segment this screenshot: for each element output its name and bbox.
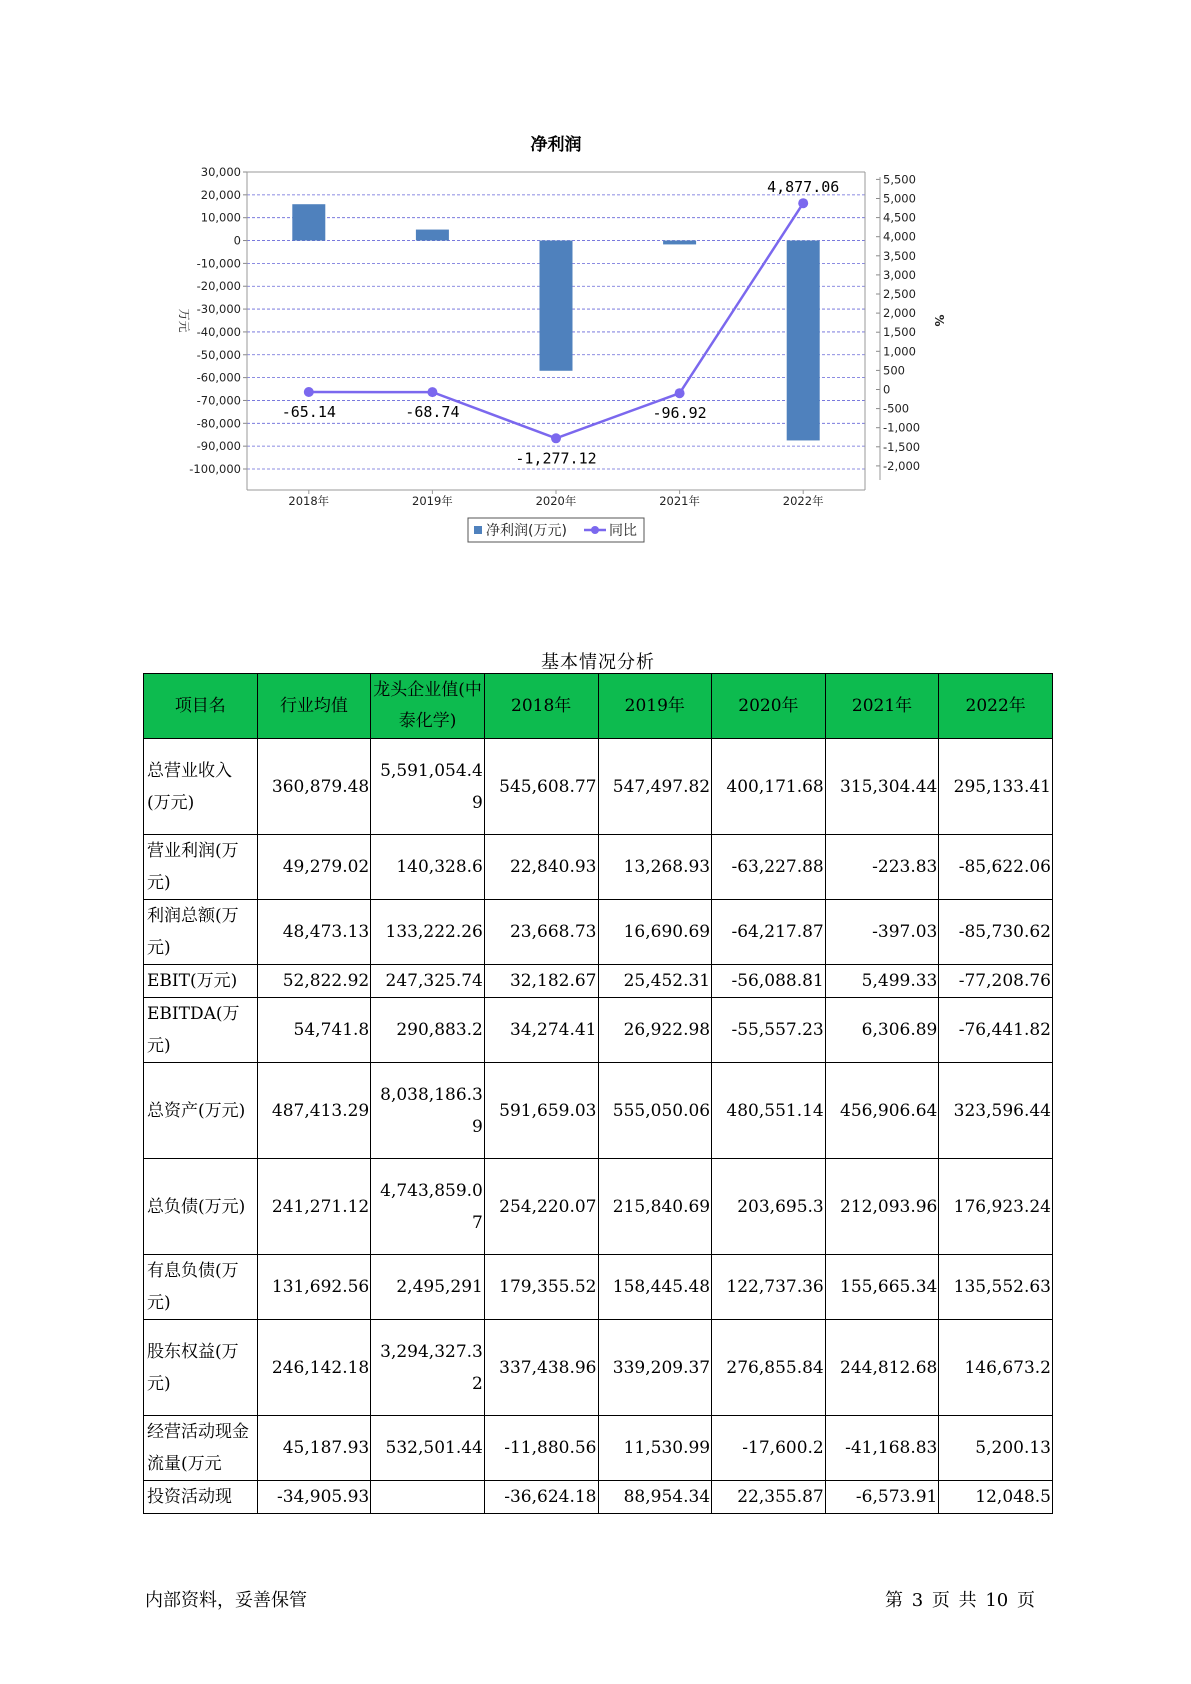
table-cell: 360,879.48 <box>257 739 371 835</box>
table-cell: 5,499.33 <box>825 965 939 998</box>
y2-tick-label: 1,000 <box>883 344 916 359</box>
table-cell: -55,557.23 <box>712 998 826 1063</box>
table-cell: -63,227.88 <box>712 835 826 900</box>
y-tick-label: 30,000 <box>200 165 241 179</box>
header-cell: 2021年 <box>825 674 939 739</box>
yoy-point <box>798 198 808 208</box>
y2-tick-label: 2,500 <box>883 287 916 301</box>
table-cell: 135,552.63 <box>939 1255 1053 1320</box>
table-cell: 339,209.37 <box>598 1320 712 1416</box>
row-label: 总资产(万元) <box>144 1063 258 1159</box>
table-row <box>144 835 1053 900</box>
table-cell: 45,187.93 <box>257 1416 371 1481</box>
table-cell: -397.03 <box>825 900 939 965</box>
y-tick-label: 10,000 <box>200 210 241 225</box>
y-tick-label: -60,000 <box>196 370 241 385</box>
row-label: 股东权益(万元) <box>144 1320 258 1416</box>
table-cell: 48,473.13 <box>257 900 371 965</box>
footer-confidential-note: 内部资料，妥善保管 <box>145 1590 307 1611</box>
table-cell: 4,743,859.07 <box>371 1159 485 1255</box>
table-cell: 5,200.13 <box>939 1416 1053 1481</box>
yoy-data-label: -96.92 <box>652 404 707 423</box>
table-cell: 146,673.2 <box>939 1320 1053 1416</box>
bar-2020年 <box>540 241 573 371</box>
basic-analysis-table <box>143 673 1053 1514</box>
header-cell: 2019年 <box>598 674 712 739</box>
table-cell <box>371 1481 485 1514</box>
table-cell: 34,274.41 <box>484 998 598 1063</box>
table-cell: 8,038,186.39 <box>371 1063 485 1159</box>
y-tick-label: -100,000 <box>189 462 241 476</box>
table-header-row <box>144 674 1053 739</box>
y2-tick-label: 3,500 <box>883 248 916 263</box>
x-tick-label: 2022年 <box>782 494 824 508</box>
table-cell: -41,168.83 <box>825 1416 939 1481</box>
chart-title: 净利润 <box>530 135 582 155</box>
table-cell: -6,573.91 <box>825 1481 939 1514</box>
table-cell: -223.83 <box>825 835 939 900</box>
table-row <box>144 1063 1053 1159</box>
table-cell: 247,325.74 <box>371 965 485 998</box>
y2-tick-label: 4,000 <box>883 229 916 244</box>
table-cell: 290,883.2 <box>371 998 485 1063</box>
y2-tick-label: -1,000 <box>883 420 921 435</box>
row-label: 投资活动现 <box>144 1481 258 1514</box>
table-cell: -34,905.93 <box>257 1481 371 1514</box>
table-cell: -11,880.56 <box>484 1416 598 1481</box>
table-cell: -85,730.62 <box>939 900 1053 965</box>
chart-canvas <box>160 130 1060 600</box>
table-cell: 547,497.82 <box>598 739 712 835</box>
row-label: EBITDA(万元) <box>144 998 258 1063</box>
legend-bar-label: 净利润(万元) <box>486 523 567 539</box>
yoy-point <box>551 433 561 443</box>
table-cell: 244,812.68 <box>825 1320 939 1416</box>
table-cell: 88,954.34 <box>598 1481 712 1514</box>
y2-tick-label: 3,000 <box>883 267 916 282</box>
table-cell: 6,306.89 <box>825 998 939 1063</box>
table-cell: 212,093.96 <box>825 1159 939 1255</box>
y-tick-label: -20,000 <box>196 279 241 294</box>
y2-tick-label: 1,500 <box>883 325 916 340</box>
table-cell: 49,279.02 <box>257 835 371 900</box>
row-label: EBIT(万元) <box>144 965 258 998</box>
table-cell: 52,822.92 <box>257 965 371 998</box>
x-tick-label: 2018年 <box>288 494 330 508</box>
y-tick-label: -30,000 <box>196 302 241 317</box>
table-cell: 13,268.93 <box>598 835 712 900</box>
y-tick-label: -50,000 <box>196 347 241 362</box>
table-cell: 11,530.99 <box>598 1416 712 1481</box>
table-title: 基本情况分析 <box>541 652 655 673</box>
y-axis-label: 万元 <box>177 308 191 333</box>
y-tick-label: -40,000 <box>196 324 241 339</box>
table-cell: 480,551.14 <box>712 1063 826 1159</box>
table-cell: 456,906.64 <box>825 1063 939 1159</box>
y2-tick-label: 5,500 <box>883 172 916 187</box>
row-label: 经营活动现金流量(万元 <box>144 1416 258 1481</box>
legend-line-marker <box>591 526 599 534</box>
header-cell: 行业均值 <box>257 674 371 739</box>
table-cell: 22,355.87 <box>712 1481 826 1514</box>
table-cell: 3,294,327.32 <box>371 1320 485 1416</box>
table-cell: 158,445.48 <box>598 1255 712 1320</box>
table-row <box>144 1159 1053 1255</box>
bar-2018年 <box>292 204 325 240</box>
y2-tick-label: 0 <box>883 382 891 397</box>
row-label: 总营业收入(万元) <box>144 739 258 835</box>
table-row <box>144 998 1053 1063</box>
table-row <box>144 965 1053 998</box>
table-cell: 16,690.69 <box>598 900 712 965</box>
yoy-data-label: -68.74 <box>405 403 460 422</box>
yoy-point <box>675 388 685 398</box>
table-cell: 254,220.07 <box>484 1159 598 1255</box>
y2-tick-label: 500 <box>883 363 905 378</box>
y-tick-label: 20,000 <box>200 187 241 202</box>
table-cell: 545,608.77 <box>484 739 598 835</box>
table-row <box>144 739 1053 835</box>
legend-bar-swatch <box>474 526 482 534</box>
yoy-point <box>427 387 437 397</box>
row-label: 有息负债(万元) <box>144 1255 258 1320</box>
row-label: 营业利润(万元) <box>144 835 258 900</box>
table-cell: 12,048.5 <box>939 1481 1053 1514</box>
table-cell: -77,208.76 <box>939 965 1053 998</box>
header-cell: 2020年 <box>712 674 826 739</box>
table-row <box>144 1416 1053 1481</box>
bar-2019年 <box>416 230 449 241</box>
y-tick-label: -90,000 <box>196 439 241 454</box>
yoy-data-label: -1,277.12 <box>515 449 597 468</box>
table-row <box>144 900 1053 965</box>
table-cell: 276,855.84 <box>712 1320 826 1416</box>
table-row <box>144 1481 1053 1514</box>
y-tick-label: -70,000 <box>196 393 241 408</box>
table-row <box>144 1255 1053 1320</box>
yoy-data-label: -65.14 <box>281 402 336 421</box>
table-cell: 2,495,291 <box>371 1255 485 1320</box>
table-cell: 591,659.03 <box>484 1063 598 1159</box>
header-cell: 2022年 <box>939 674 1053 739</box>
row-label: 利润总额(万元) <box>144 900 258 965</box>
footer-page-number: 第 3 页 共 10 页 <box>885 1590 1035 1611</box>
row-label: 总负债(万元) <box>144 1159 258 1255</box>
table-cell: 5,591,054.49 <box>371 739 485 835</box>
table-cell: 176,923.24 <box>939 1159 1053 1255</box>
table-cell: -17,600.2 <box>712 1416 826 1481</box>
table-cell: 22,840.93 <box>484 835 598 900</box>
y2-tick-label: 4,500 <box>883 210 916 225</box>
x-tick-label: 2020年 <box>535 494 577 508</box>
y2-tick-label: 5,000 <box>883 191 916 206</box>
table-cell: 315,304.44 <box>825 739 939 835</box>
table-cell: -64,217.87 <box>712 900 826 965</box>
table-cell: 54,741.8 <box>257 998 371 1063</box>
table-cell: -56,088.81 <box>712 965 826 998</box>
bar-2022年 <box>787 241 820 441</box>
table-cell: 532,501.44 <box>371 1416 485 1481</box>
net-profit-chart <box>160 130 1060 600</box>
table-cell: -36,624.18 <box>484 1481 598 1514</box>
y2-tick-label: -1,500 <box>883 439 921 454</box>
header-cell: 2018年 <box>484 674 598 739</box>
table-cell: 140,328.6 <box>371 835 485 900</box>
bar-2021年 <box>663 241 696 245</box>
yoy-point <box>304 387 314 397</box>
table-cell: 215,840.69 <box>598 1159 712 1255</box>
table-cell: 122,737.36 <box>712 1255 826 1320</box>
table-row <box>144 1320 1053 1416</box>
x-tick-label: 2019年 <box>412 494 453 508</box>
table-cell: -76,441.82 <box>939 998 1053 1063</box>
legend-line-label: 同比 <box>609 523 637 539</box>
table-cell: 555,050.06 <box>598 1063 712 1159</box>
table-cell: 179,355.52 <box>484 1255 598 1320</box>
yoy-data-label: 4,877.06 <box>767 178 840 197</box>
table-cell: 337,438.96 <box>484 1320 598 1416</box>
y2-tick-label: 2,000 <box>883 306 916 321</box>
table-cell: 155,665.34 <box>825 1255 939 1320</box>
y-tick-label: -10,000 <box>196 256 241 271</box>
y-tick-label: 0 <box>233 233 241 248</box>
table-cell: 295,133.41 <box>939 739 1053 835</box>
y2-tick-label: -2,000 <box>883 458 921 473</box>
table-cell: -85,622.06 <box>939 835 1053 900</box>
table-cell: 26,922.98 <box>598 998 712 1063</box>
table-cell: 32,182.67 <box>484 965 598 998</box>
table-cell: 131,692.56 <box>257 1255 371 1320</box>
table-cell: 323,596.44 <box>939 1063 1053 1159</box>
table-cell: 241,271.12 <box>257 1159 371 1255</box>
y2-tick-label: -500 <box>883 401 910 416</box>
y2-axis-label: % <box>932 314 946 327</box>
table-cell: 246,142.18 <box>257 1320 371 1416</box>
table-cell: 203,695.3 <box>712 1159 826 1255</box>
table-cell: 25,452.31 <box>598 965 712 998</box>
table-cell: 400,171.68 <box>712 739 826 835</box>
y-tick-label: -80,000 <box>196 416 241 431</box>
table-cell: 487,413.29 <box>257 1063 371 1159</box>
x-tick-label: 2021年 <box>659 494 700 508</box>
table-cell: 23,668.73 <box>484 900 598 965</box>
header-cell: 项目名 <box>144 674 258 739</box>
header-cell: 龙头企业值(中泰化学) <box>371 674 485 739</box>
table-cell: 133,222.26 <box>371 900 485 965</box>
